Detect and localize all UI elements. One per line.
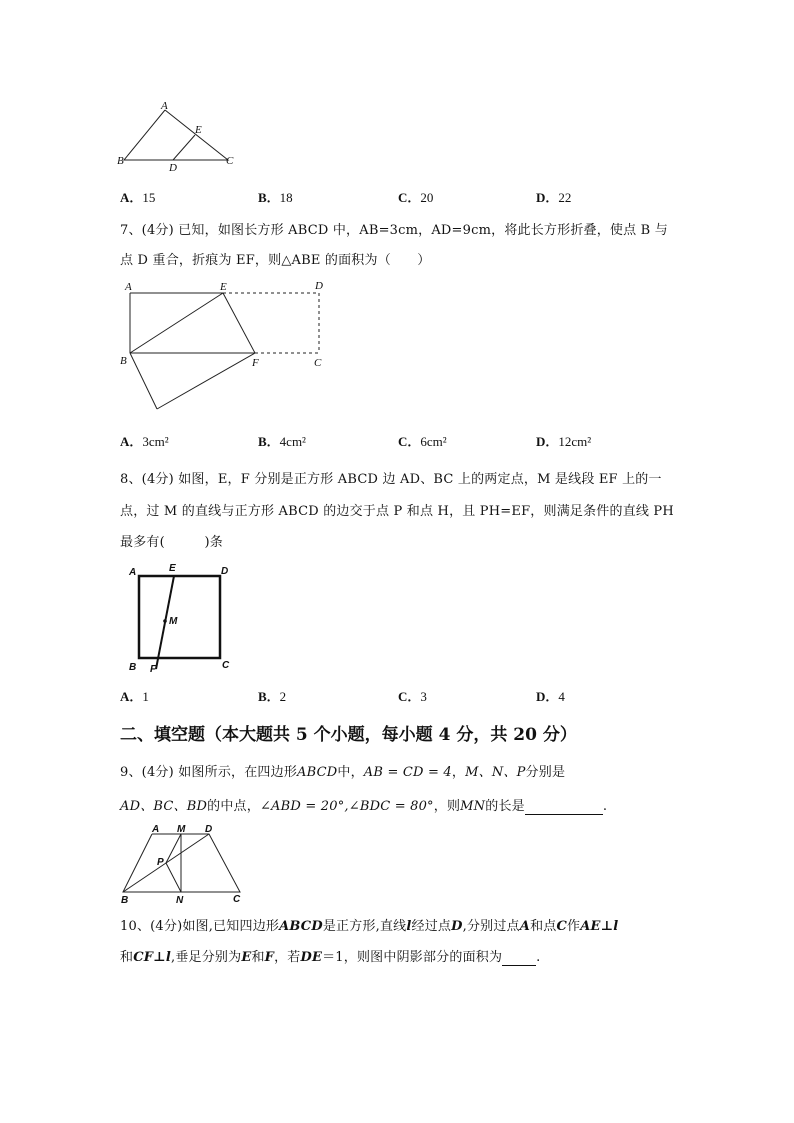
section-2-title: 二、填空题（本大题共 5 个小题，每小题 4 分，共 20 分）: [120, 725, 577, 745]
q10-line-l: l: [406, 919, 412, 934]
q9-angles: ∠ABD = 20°,∠BDC = 80°: [259, 799, 434, 814]
label-m: M: [177, 824, 186, 835]
q9-mn: MN: [460, 799, 486, 814]
q7-option-d[interactable]: D．12cm²: [536, 434, 592, 449]
q10-ae-perp: AE⊥l: [580, 919, 619, 934]
square-abcd: [139, 576, 220, 658]
segment-mp: [166, 834, 181, 863]
q10-p9: 和: [251, 950, 265, 965]
label-c: C: [314, 357, 322, 369]
q9-suffix: 分别是: [525, 765, 566, 780]
q8-option-a[interactable]: A．1: [120, 689, 149, 704]
label-n: N: [176, 895, 184, 906]
q7-option-c[interactable]: C．6cm²: [398, 434, 447, 449]
q10-period: .: [536, 950, 541, 965]
q9-period: .: [602, 799, 608, 814]
q6-option-c[interactable]: C．20: [398, 190, 434, 205]
q10-p2: 是正方形,直线: [322, 919, 407, 934]
q9-mid2: ，: [451, 765, 466, 780]
q10-text-line1: [120, 915, 618, 934]
q10-p8: ,垂足分别为: [171, 950, 242, 965]
q10-de: DE: [300, 950, 323, 965]
crease-ef: [223, 293, 255, 353]
q10-p3: 经过点: [411, 919, 452, 934]
q9-line2-end: 的长是: [485, 799, 525, 814]
q7-fold-figure: [115, 276, 335, 416]
label-d: D: [169, 162, 177, 174]
q9-quadrilateral-figure: [115, 822, 260, 907]
label-e: E: [220, 281, 227, 293]
q10-point-d: D: [451, 919, 463, 934]
q6-option-b[interactable]: B．18: [258, 190, 293, 205]
q10-abcd: ABCD: [279, 919, 323, 934]
point-m: [163, 619, 167, 623]
q9-answer-blank[interactable]: [525, 799, 603, 815]
q9-text-line2: [120, 795, 607, 815]
label-a: A: [152, 824, 160, 835]
q10-point-a: A: [519, 919, 531, 934]
q10-p5: 和点: [530, 919, 557, 934]
q9-prefix: 9、(4分) 如图所示，在四边形: [120, 765, 298, 780]
label-m: M: [169, 616, 178, 627]
q10-p6: 作: [567, 919, 581, 934]
label-e: E: [169, 563, 176, 574]
label-p: P: [157, 857, 164, 868]
label-f: F: [252, 357, 259, 369]
folded-corner-f: [157, 353, 255, 409]
q10-p1: 10、(4分)如图,已知四边形: [120, 919, 280, 934]
q9-quad: ABCD: [297, 765, 338, 780]
q9-mid1: 中，: [337, 765, 364, 780]
q7-text-line2: 点 D 重合，折痕为 EF，则△ABE 的面积为（ ）: [120, 253, 431, 268]
label-d: D: [315, 280, 323, 292]
q7-text-line1: 7、(4分) 已知，如图长方形 ABCD 中，AB=3cm，AD=9cm，将此长方形折叠，使点 B 与: [120, 223, 668, 238]
q10-point-f: F: [264, 950, 275, 965]
q10-cf-perp: CF⊥l: [133, 950, 171, 965]
q10-point-e: E: [241, 950, 252, 965]
q10-point-c: C: [556, 919, 568, 934]
q10-p11: ＝1，则图中阴影部分的面积为: [322, 950, 503, 965]
segment-pn: [166, 863, 181, 892]
q8-option-b[interactable]: B．2: [258, 689, 287, 704]
label-a: A: [161, 100, 168, 112]
label-c: C: [226, 155, 234, 167]
q8-text-line2: 点，过 M 的直线与正方形 ABCD 的边交于点 P 和点 H，且 PH=EF，则满足条件的直线 PH: [120, 504, 674, 519]
q9-text-line1: [120, 761, 565, 780]
label-d: D: [205, 824, 213, 835]
label-b: B: [117, 155, 124, 167]
q6-option-a[interactable]: A．15: [120, 190, 156, 205]
segment-de: [173, 135, 195, 160]
label-a: A: [125, 281, 132, 293]
q7-option-a[interactable]: A．3cm²: [120, 434, 169, 449]
label-f: F: [150, 664, 157, 675]
folded-b-corner: [130, 353, 157, 409]
q10-p10: ，若: [274, 950, 301, 965]
q10-answer-blank[interactable]: [502, 950, 536, 966]
triangle-abc: [124, 110, 228, 160]
label-c: C: [222, 660, 230, 671]
q9-segments: AD、BC、BD: [120, 799, 208, 814]
label-b: B: [121, 895, 129, 906]
label-d: D: [221, 566, 229, 577]
q10-p4: ,分别过点: [462, 919, 520, 934]
q9-line2-mid: 的中点，: [207, 799, 260, 814]
q8-option-c[interactable]: C．3: [398, 689, 427, 704]
label-a: A: [129, 567, 137, 578]
label-c: C: [233, 894, 241, 905]
q9-points: M、N、P: [465, 765, 526, 780]
q9-equation: AB = CD = 4: [363, 765, 452, 780]
q6-option-d[interactable]: D．22: [536, 190, 572, 205]
label-e: E: [195, 124, 202, 136]
q8-text-line1: 8、(4分) 如图，E，F 分别是正方形 ABCD 边 AD、BC 上的两定点，M 是线段 EF 上的一: [120, 472, 662, 487]
segment-be: [130, 293, 223, 353]
q6-triangle-figure: [115, 98, 245, 174]
q8-square-figure: [125, 561, 240, 676]
label-b: B: [120, 355, 127, 367]
label-b: B: [129, 662, 137, 673]
q8-option-d[interactable]: D．4: [536, 689, 565, 704]
q10-text-line2: [120, 946, 541, 966]
q9-line2-tail: ，则: [433, 799, 461, 814]
q7-option-b[interactable]: B．4cm²: [258, 434, 306, 449]
q8-text-line3: 最多有( )条: [120, 535, 223, 550]
q10-p7: 和: [120, 950, 134, 965]
